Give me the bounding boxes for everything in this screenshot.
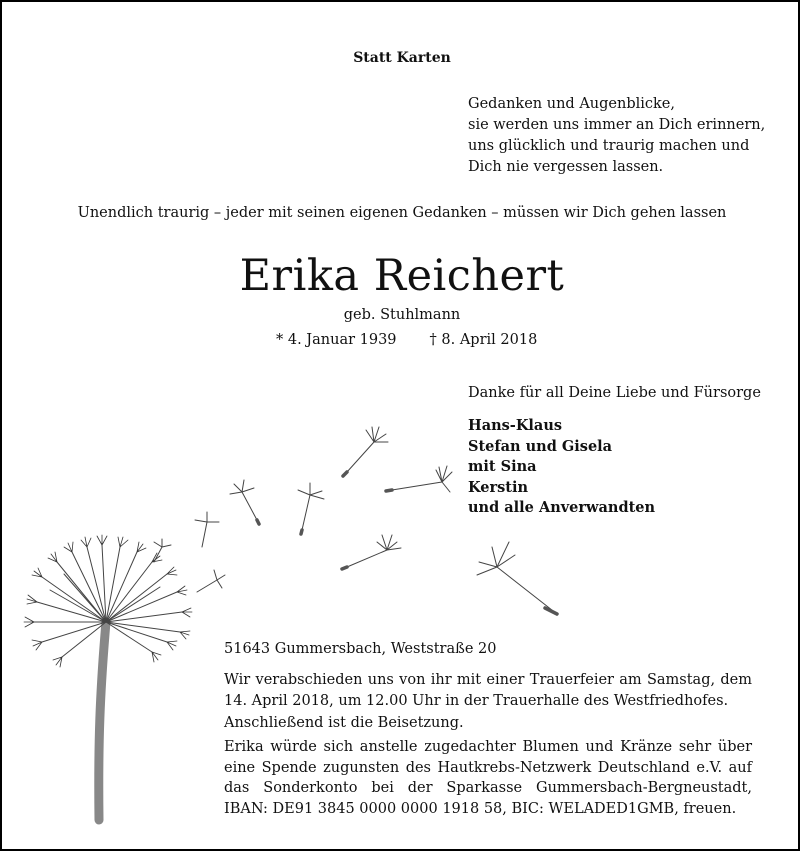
poem-line: sie werden uns immer an Dich erinnern, [468, 117, 766, 133]
poem-line: uns glücklich und traurig machen und [468, 138, 750, 154]
family-member: Kerstin [468, 478, 529, 496]
burial-paragraph: Anschließend ist die Beisetzung. [224, 715, 464, 731]
family-member: Stefan und Gisela [468, 437, 613, 455]
death-date: † 8. April 2018 [429, 332, 538, 348]
family-member: mit Sina [468, 458, 537, 475]
donation-paragraph: Erika würde sich anstelle zugedachter Blumen und Kränze sehr über eine Spende zugunsten des Hautkrebs-Netzwerk Deutschland e.V. auf das Sonderkonto bei der Sparkasse Gummersbach-Bergneustadt, IBAN: DE91 3845 0000 0000 1918 58, BIC: WELADED1GMB, freuen. [224, 739, 752, 817]
birth-name: geb. Stuhlmann [343, 307, 461, 323]
birth-date: * 4. Januar 1939 [276, 332, 397, 348]
thanks-line: Danke für all Deine Liebe und Fürsorge [468, 385, 761, 401]
poem-line: Gedanken und Augenblicke, [468, 96, 675, 112]
family-member: Hans-Klaus [468, 417, 563, 434]
poem-line: Dich nie vergessen lassen. [468, 159, 664, 175]
ceremony-paragraph: Wir verabschieden uns von ihr mit einer Trauerfeier am Samstag, dem 14. April 2018, um 12.00 Uhr in der Trauerhalle des Westfriedhofes. [224, 672, 752, 709]
notice-heading: Statt Karten [353, 50, 451, 66]
family-member: und alle Anverwandten [468, 499, 656, 516]
deceased-name: Erika Reichert [239, 251, 565, 301]
address: 51643 Gummersbach, Weststraße 20 [224, 641, 497, 657]
tagline: Unendlich traurig – jeder mit seinen eigenen Gedanken – müssen wir Dich gehen lassen [77, 205, 727, 221]
